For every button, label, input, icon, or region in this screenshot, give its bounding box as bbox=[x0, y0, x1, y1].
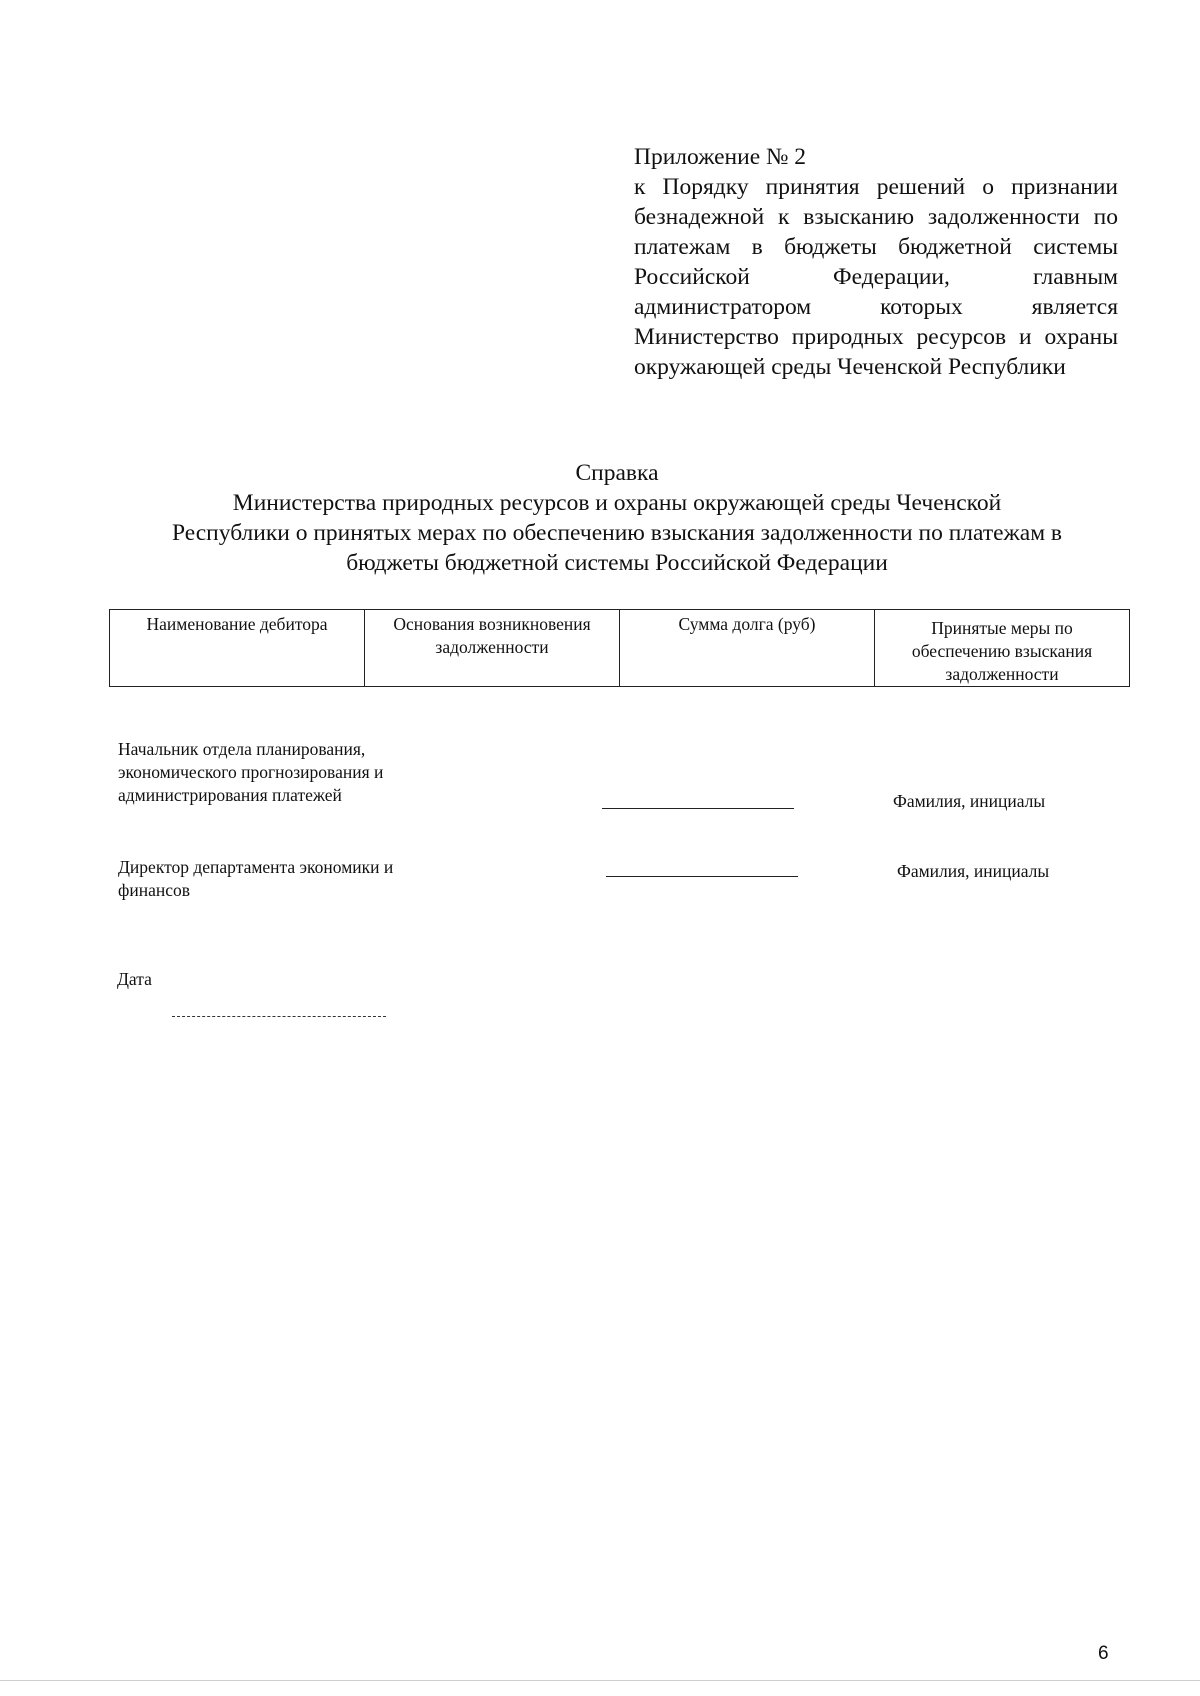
column-header-debt-amount: Сумма долга (руб) bbox=[620, 610, 875, 687]
date-line bbox=[172, 1016, 386, 1017]
column-header-debt-basis: Основания возникновения задолженности bbox=[365, 610, 620, 687]
signatory-position: Начальник отдела планирования, экономического прогнозирования и администрирования платежей bbox=[118, 739, 384, 805]
table-header-row bbox=[110, 610, 1130, 687]
column-header-debtor: Наименование дебитора bbox=[110, 610, 365, 687]
appendix-title: Приложение № 2 bbox=[634, 144, 807, 170]
debt-table bbox=[109, 609, 1130, 687]
scan-edge-divider bbox=[0, 1680, 1200, 1681]
document-heading bbox=[108, 458, 1126, 578]
signature-line bbox=[602, 808, 794, 809]
signatory-name: Фамилия, инициалы bbox=[897, 861, 1050, 881]
date-label: Дата bbox=[117, 969, 152, 989]
column-header-measures: Принятые меры по обеспечению взыскания задолженности bbox=[875, 610, 1130, 687]
page-number: 6 bbox=[1098, 1643, 1109, 1664]
heading-line: Республики о принятых мерах по обеспечению взыскания задолженности по платежам в bbox=[171, 520, 1063, 546]
appendix-text: к Порядку принятия решений о признании безнадежной к взысканию задолженности по платежам в бюджеты бюджетной системы Российской Федерации, главным администратором которых является Министерство природных ресурсов и охраны окружающей среды Чеченской Республики bbox=[634, 174, 1118, 380]
signatory-position: Директор департамента экономики и финансов bbox=[118, 857, 394, 900]
heading-line: Министерства природных ресурсов и охраны окружающей среды Чеченской bbox=[232, 490, 1002, 516]
appendix-block bbox=[634, 142, 1118, 382]
heading-title: Справка bbox=[575, 460, 659, 486]
heading-line: бюджеты бюджетной системы Российской Федерации bbox=[346, 550, 888, 576]
signature-line bbox=[606, 876, 798, 877]
signatory-name: Фамилия, инициалы bbox=[893, 791, 1046, 811]
